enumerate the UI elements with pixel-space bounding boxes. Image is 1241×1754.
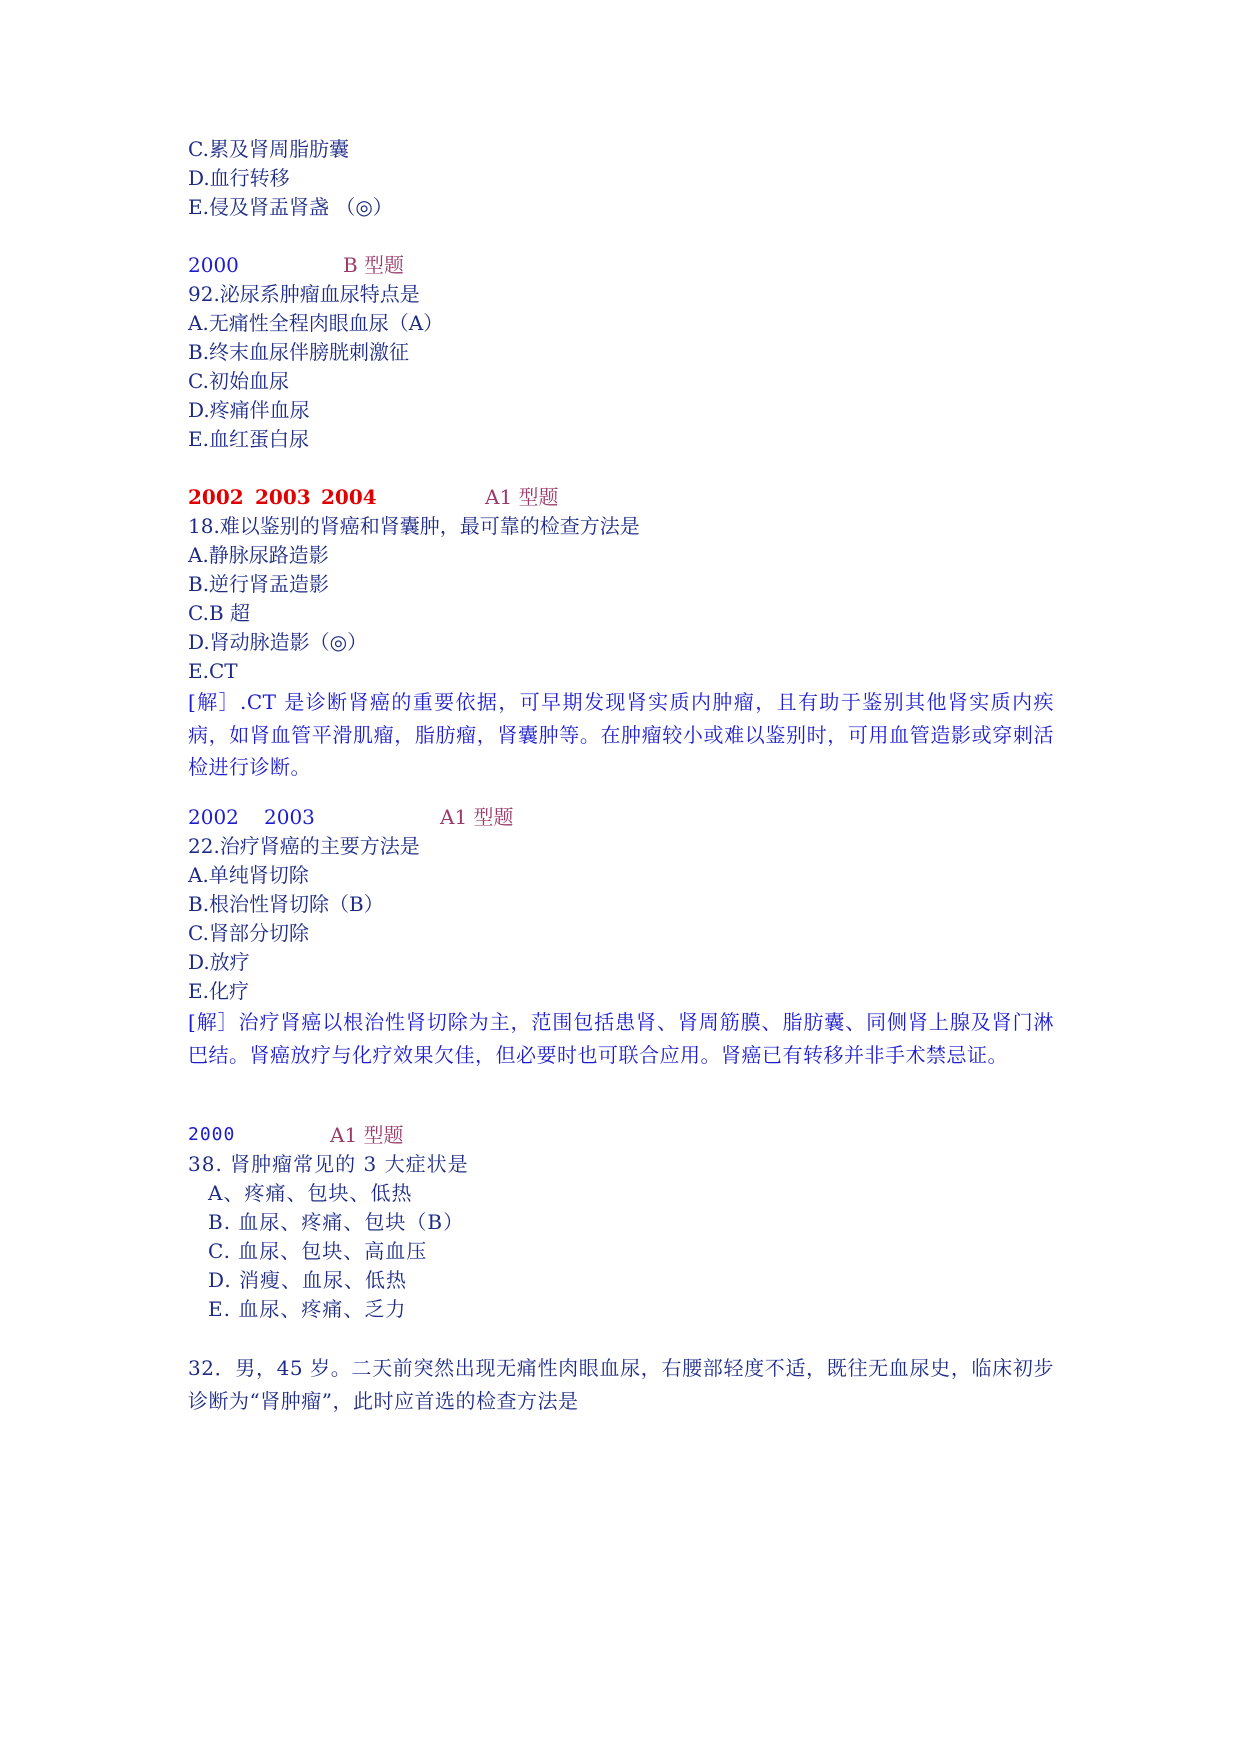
question-title: 32．男，45 岁。二天前突然出现无痛性肉眼血尿，右腰部轻度不适，既往无血尿史，临床初步诊断为“肾肿瘤”，此时应首选的检查方法是: [188, 1356, 1054, 1413]
question-title: 92.泌尿系肿瘤血尿特点是: [188, 282, 420, 306]
option-c: C.累及肾周脂肪囊: [188, 137, 349, 161]
option-e: E. 血尿、疼痛、乏力: [208, 1297, 407, 1321]
question-type: A1 型题: [440, 805, 514, 829]
question-title: 22.治疗肾癌的主要方法是: [188, 834, 420, 858]
question-title: 38. 肾肿瘤常见的 3 大症状是: [188, 1152, 469, 1176]
option-d: D.血行转移: [188, 166, 290, 190]
option-e: E.化疗: [188, 979, 249, 1003]
option-e: E.侵及肾盂肾盏 （◎）: [188, 195, 393, 219]
option-e: E.CT: [188, 659, 238, 683]
question-title: 18.难以鉴别的肾癌和肾囊肿，最可靠的检查方法是: [188, 514, 640, 538]
option-d: D.疼痛伴血尿: [188, 398, 310, 422]
question-type: A1 型题: [485, 485, 559, 509]
question-type: B 型题: [343, 253, 405, 277]
exam-year: 2000: [188, 253, 239, 277]
option-c: C.初始血尿: [188, 369, 289, 393]
option-b: B.逆行肾盂造影: [188, 572, 330, 596]
explanation: [解］.CT 是诊断肾癌的重要依据，可早期发现肾实质内肿瘤，且有助于鉴别其他肾实质内疾病，如肾血管平滑肌瘤，脂肪瘤，肾囊肿等。在肿瘤较小或难以鉴别时，可用血管造影或穿刺活检进行诊断。: [188, 690, 1054, 779]
option-d: D.肾动脉造影（◎）: [188, 630, 368, 654]
option-b: B. 血尿、疼痛、包块（B）: [208, 1210, 465, 1234]
exam-year: 2002: [188, 805, 239, 829]
exam-year: 2003: [264, 805, 315, 829]
option-d: D.放疗: [188, 950, 250, 974]
option-c: C.肾部分切除: [188, 921, 309, 945]
option-b: B.根治性肾切除（B）: [188, 892, 384, 916]
option-a: A.无痛性全程肉眼血尿（A）: [188, 311, 444, 335]
exam-year: 2004: [321, 485, 377, 509]
question-type: A1 型题: [330, 1123, 404, 1147]
option-a: A、疼痛、包块、低热: [208, 1181, 413, 1205]
option-a: A.单纯肾切除: [188, 863, 309, 887]
option-c: C.B 超: [188, 601, 251, 625]
option-d: D. 消瘦、血尿、低热: [208, 1268, 408, 1292]
option-e: E.血红蛋白尿: [188, 427, 309, 451]
option-b: B.终末血尿伴膀胱刺激征: [188, 340, 410, 364]
option-a: A.静脉尿路造影: [188, 543, 329, 567]
exam-year: 2002: [188, 485, 244, 509]
explanation: [解］治疗肾癌以根治性肾切除为主，范围包括患肾、肾周筋膜、脂肪囊、同侧肾上腺及肾门淋巴结。肾癌放疗与化疗效果欠佳，但必要时也可联合应用。肾癌已有转移并非手术禁忌证。: [188, 1010, 1054, 1067]
exam-year: 2000: [188, 1124, 236, 1145]
option-c: C. 血尿、包块、高血压: [208, 1239, 428, 1263]
exam-year: 2003: [255, 485, 311, 509]
